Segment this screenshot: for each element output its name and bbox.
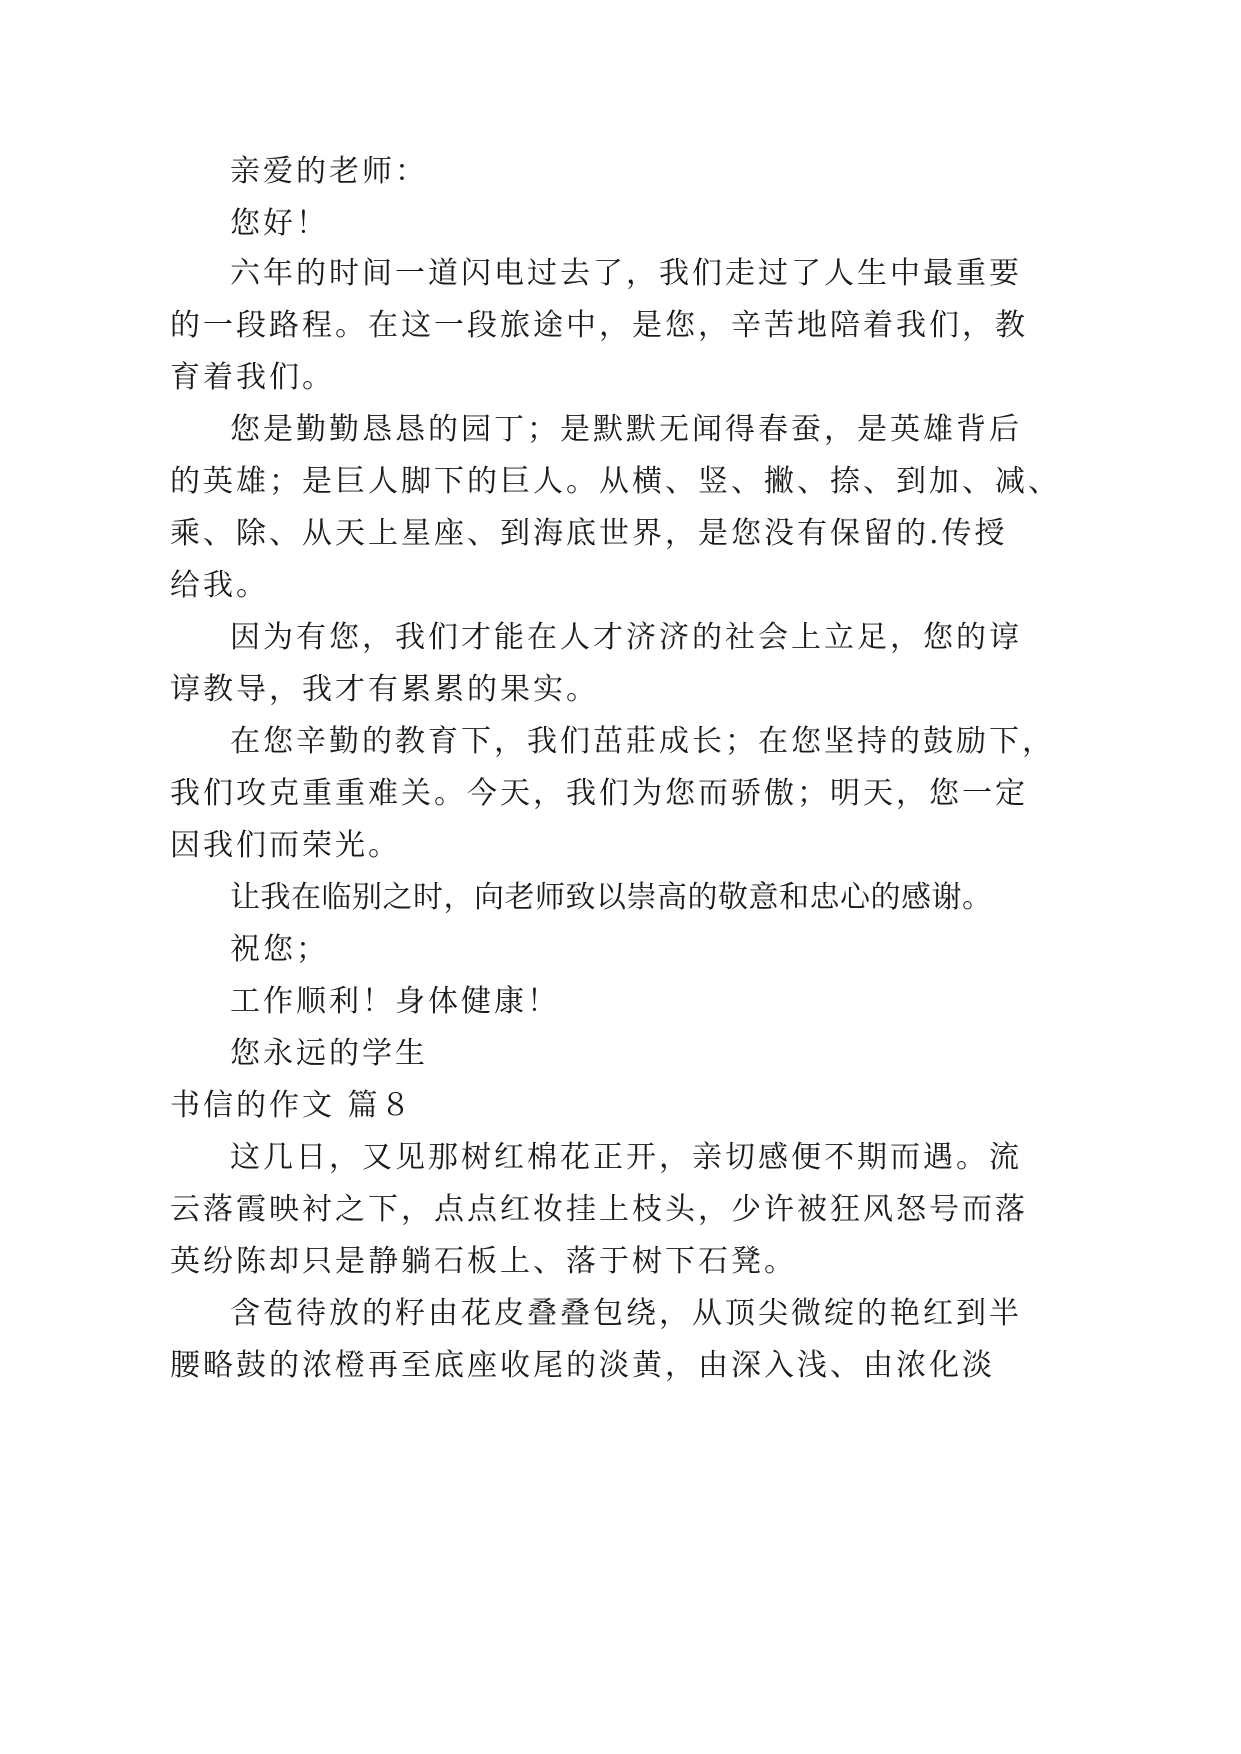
paragraph-line: 因为有您，我们才能在人才济济的社会上立足，您的谆 xyxy=(230,620,1022,655)
paragraph-line: 让我在临别之时，向老师致以崇高的敬意和忠心的感谢。 xyxy=(230,880,993,915)
paragraph-line: 六年的时间一道闪电过去了，我们走过了人生中最重要 xyxy=(230,256,1022,291)
paragraph-line: 的一段路程。在这一段旅途中，是您，辛苦地陪着我们，教 xyxy=(170,308,1028,343)
paragraph-line: 给我。 xyxy=(170,568,269,603)
salutation: 亲爱的老师： xyxy=(230,154,428,189)
signature: 您永远的学生 xyxy=(230,1036,428,1071)
paragraph-line: 这几日，又见那树红棉花正开，亲切感便不期而遇。流 xyxy=(230,1140,1022,1175)
paragraph-line: 英纷陈却只是静躺石板上、落于树下石凳。 xyxy=(170,1244,797,1279)
closing-wish: 祝您； xyxy=(230,932,329,967)
paragraph-line: 腰略鼓的浓橙再至底座收尾的淡黄，由深入浅、由浓化淡 xyxy=(170,1348,995,1383)
paragraph-line: 云落霞映衬之下，点点红妆挂上枝头，少许被狂风怒号而落 xyxy=(170,1192,1028,1227)
paragraph-line: 育着我们。 xyxy=(170,360,335,395)
paragraph-line: 在您辛勤的教育下，我们茁莊成长；在您坚持的鼓励下， xyxy=(230,724,1055,759)
paragraph-line: 我们攻克重重难关。今天，我们为您而骄傲；明天，您一定 xyxy=(170,776,1028,811)
paragraph-line: 谆教导，我才有累累的果实。 xyxy=(170,672,599,707)
section-heading: 书信的作文 篇８ xyxy=(170,1088,414,1123)
paragraph-line: 因我们而荣光。 xyxy=(170,828,401,863)
closing-wish: 工作顺利！身体健康！ xyxy=(230,984,560,1019)
greeting: 您好！ xyxy=(230,206,329,241)
paragraph-line: 乘、除、从天上星座、到海底世界，是您没有保留的.传授 xyxy=(170,516,1008,551)
paragraph-line: 含苞待放的籽由花皮叠叠包绕，从顶尖微绽的艳红到半 xyxy=(230,1296,1022,1331)
paragraph-line: 您是勤勤恳恳的园丁；是默默无闻得春蚕，是英雄背后 xyxy=(230,412,1022,447)
paragraph-line: 的英雄；是巨人脚下的巨人。从横、竖、撇、捺、到加、减、 xyxy=(170,464,1061,499)
